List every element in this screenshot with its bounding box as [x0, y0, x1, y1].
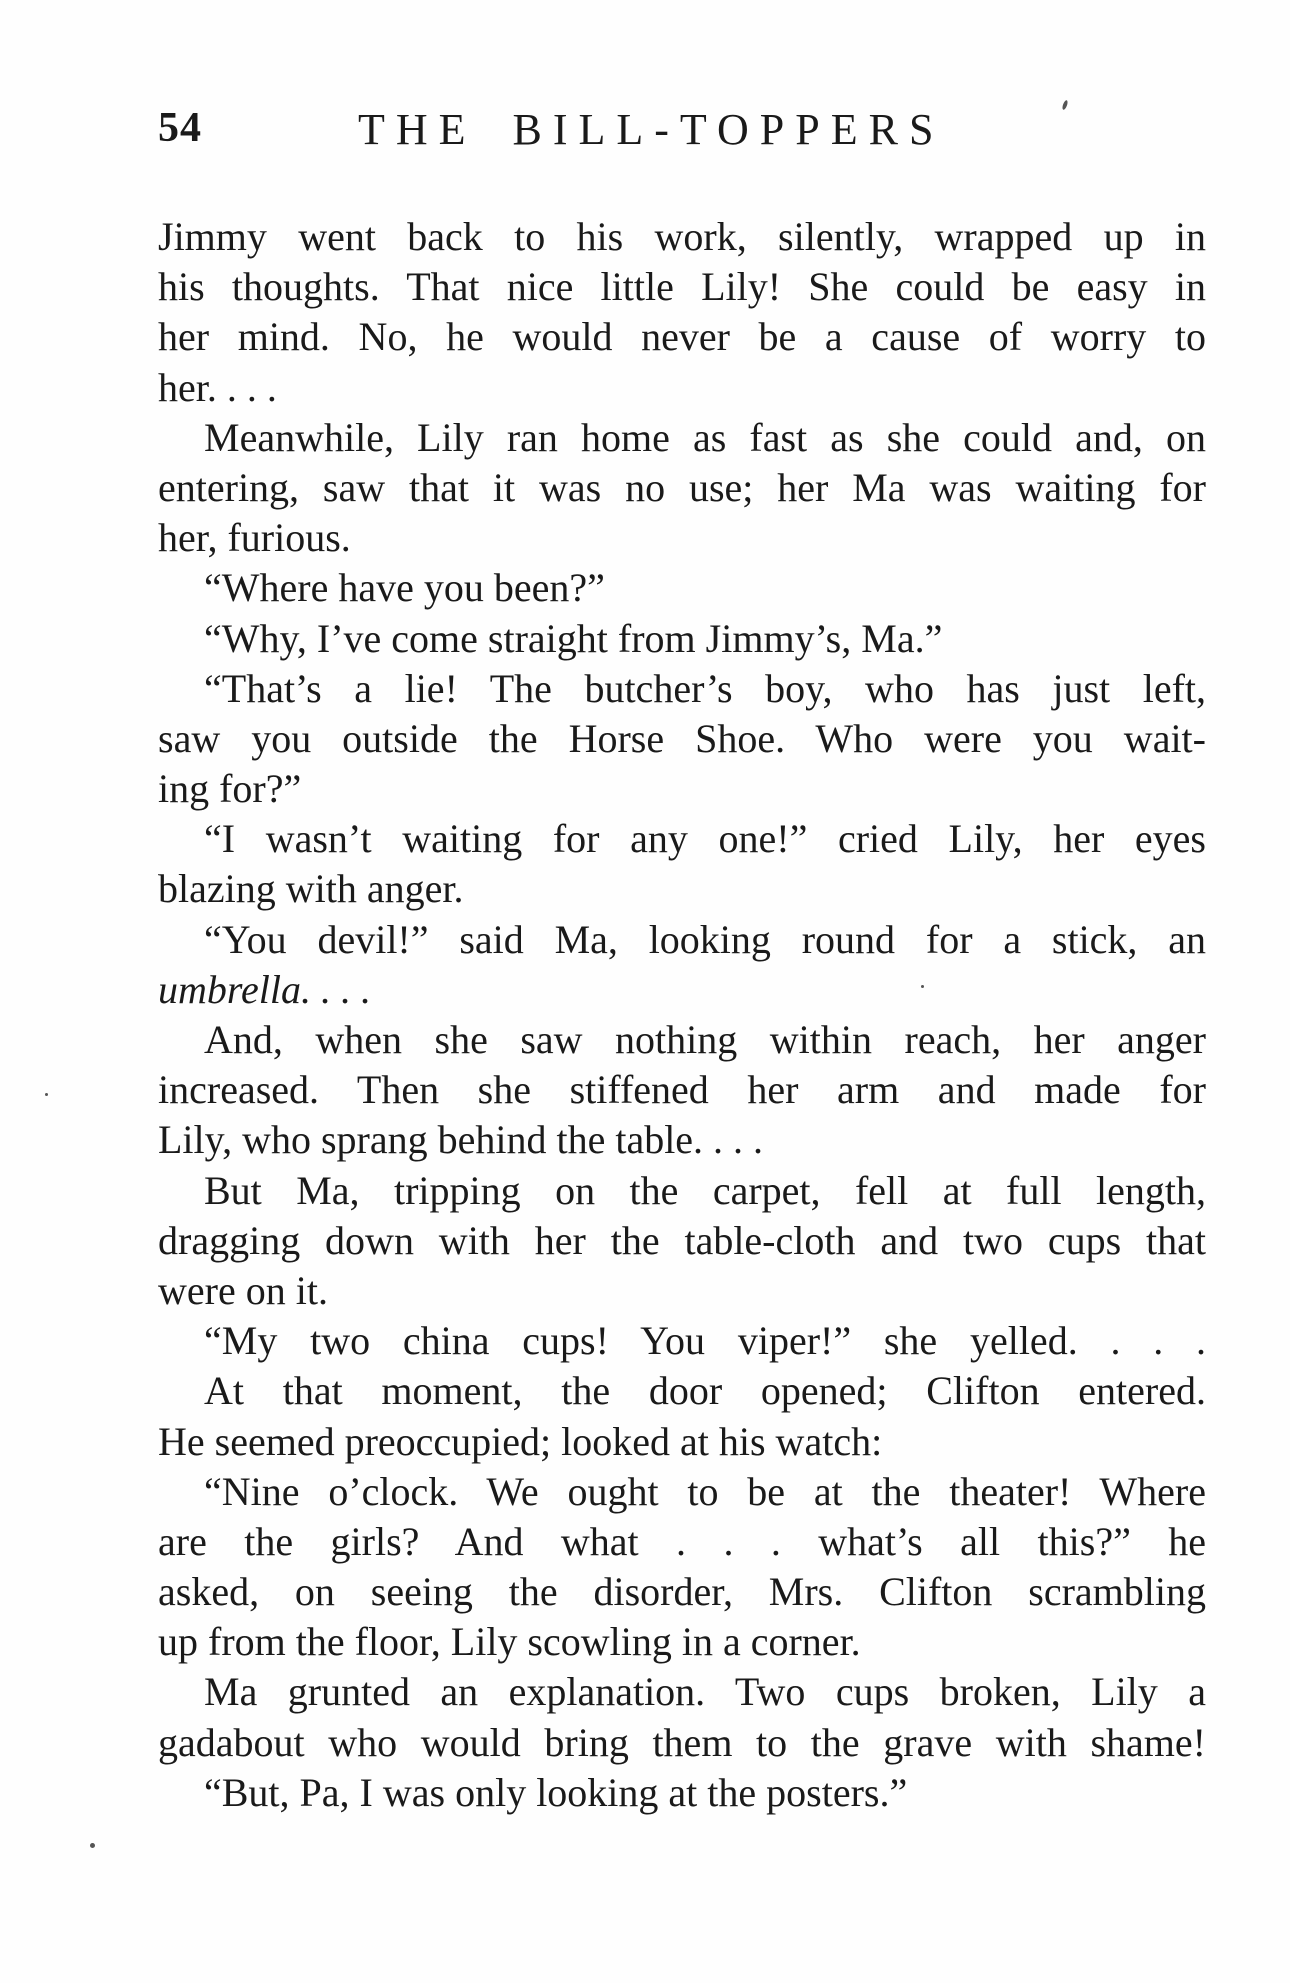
text-line: “Why, I’ve come straight from Jimmy’s, Ma.” [204, 615, 943, 661]
text-line: “But, Pa, I was only looking at the posters.” [204, 1769, 908, 1815]
text-line: blazing with anger. [158, 866, 464, 912]
running-head [158, 104, 1198, 164]
text-line: saw you outside the Horse Shoe. Who were you wait- [158, 715, 1206, 761]
text-line [158, 965, 1206, 1015]
text-line: At that moment, the door opened; Clifton entered. [204, 1368, 1206, 1414]
running-title: THE BILL-TOPPERS [358, 105, 945, 154]
text-line: “That’s a lie! The butcher’s boy, who has just left, [204, 665, 1206, 711]
text-line: gadabout who would bring them to the grave with shame! [158, 1719, 1206, 1765]
text-line: her. . . . [158, 364, 277, 410]
text-line: up from the floor, Lily scowling in a corner. [158, 1619, 861, 1665]
text-line: “My two china cups! You viper!” she yelled. . . . [204, 1318, 1206, 1364]
text-line: are the girls? And what . . . what’s all this?” he [158, 1518, 1206, 1564]
text-line: Ma grunted an explanation. Two cups broken, Lily a [204, 1669, 1206, 1715]
text-line: her, furious. [158, 515, 351, 561]
text-line: “Where have you been?” [204, 565, 605, 611]
text-line: Jimmy went back to his work, silently, wrapped up in [158, 214, 1206, 259]
text-line: But Ma, tripping on the carpet, fell at full length, [204, 1167, 1206, 1213]
text-line: entering, saw that it was no use; her Ma was waiting for [158, 464, 1206, 510]
text-line: And, when she saw nothing within reach, her anger [204, 1017, 1206, 1062]
text-line: his thoughts. That nice little Lily! She could be easy in [158, 264, 1206, 310]
text-line: “You devil!” said Ma, looking round for a stick, an [204, 916, 1206, 962]
body-text [158, 212, 1206, 1818]
text-line: increased. Then she stiffened her arm and made for [158, 1067, 1206, 1113]
scan-speck [921, 985, 924, 988]
text-line: asked, on seeing the disorder, Mrs. Clifton scrambling [158, 1569, 1206, 1615]
scan-speck [45, 1093, 48, 1096]
text-line: “I wasn’t waiting for any one!” cried Lily, her eyes [204, 816, 1206, 862]
text-line: He seemed preoccupied; looked at his watch: [158, 1418, 883, 1464]
text-line: Lily, who sprang behind the table. . . . [158, 1117, 764, 1163]
scan-speck [90, 1843, 95, 1848]
text-line: ing for?” [158, 766, 302, 812]
text-line: Meanwhile, Lily ran home as fast as she could and, on [204, 414, 1206, 460]
emphasized-text: umbrella. . . . [158, 966, 371, 1012]
text-line: “Nine o’clock. We ought to be at the theater! Where [204, 1468, 1206, 1514]
text-line: were on it. [158, 1267, 328, 1313]
text-line: dragging down with her the table-cloth and two cups that [158, 1217, 1206, 1263]
text-line: her mind. No, he would never be a cause of worry to [158, 314, 1206, 360]
page-number: 54 [158, 105, 202, 151]
